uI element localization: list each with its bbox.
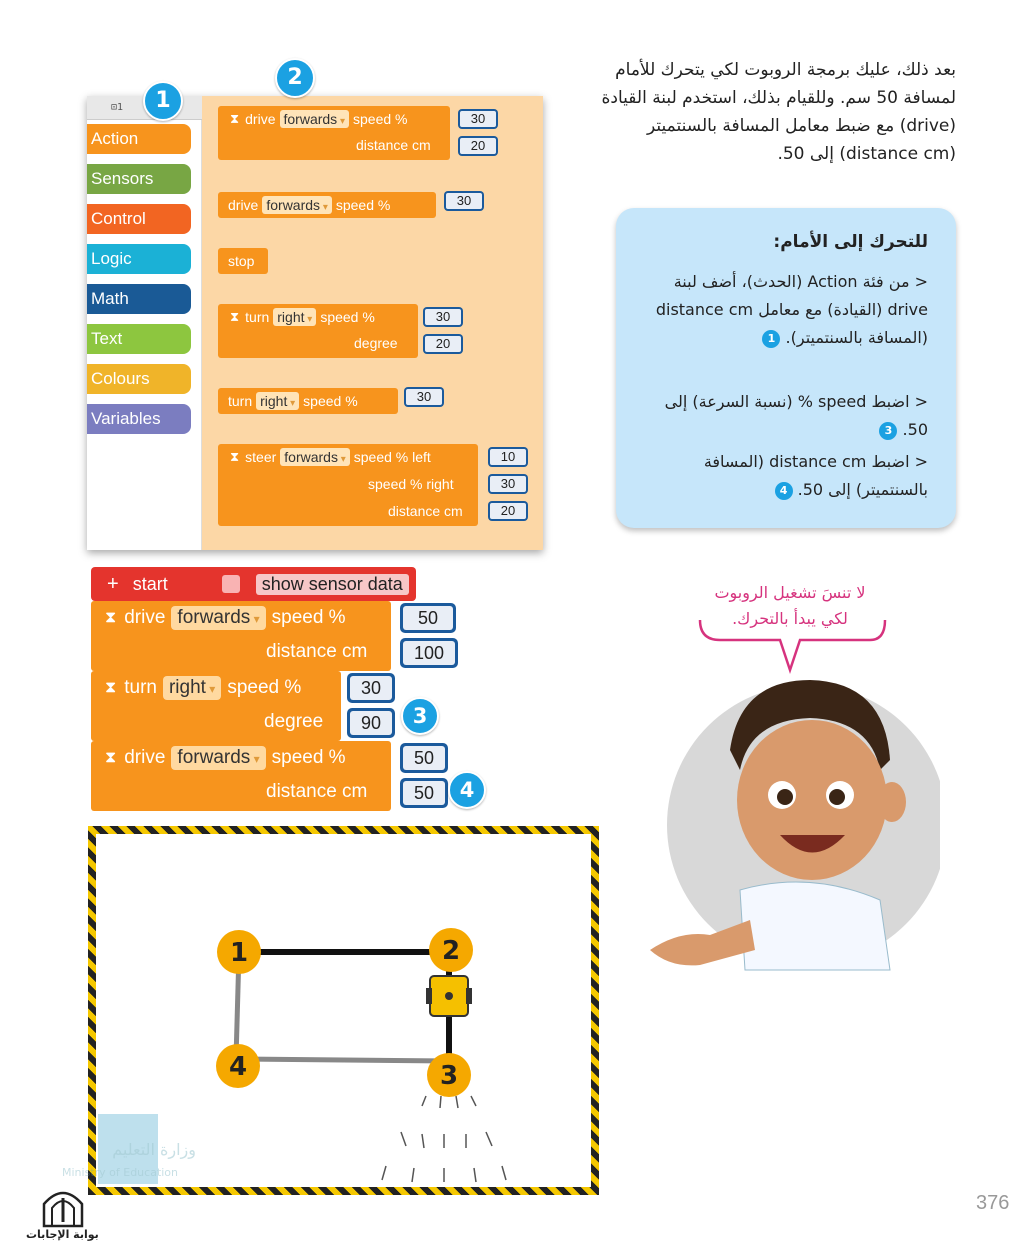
drive-block-1[interactable] [91, 601, 445, 671]
tip-item-3: < اضبط distance cm (المسافة بالسنتميتر) إلى 50. 4 [703, 452, 928, 499]
distance-input[interactable]: 20 [488, 501, 528, 521]
start-label: start [132, 573, 168, 594]
speed-input[interactable]: 30 [444, 191, 484, 211]
drive-block-2[interactable] [91, 741, 435, 811]
speed-label: speed % [303, 393, 358, 409]
right-speed-input[interactable]: 30 [488, 474, 528, 494]
category-action[interactable]: Action [87, 124, 191, 154]
sensor-label: show sensor data [256, 574, 409, 595]
speed-input[interactable]: 30 [458, 109, 498, 129]
direction-dropdown[interactable]: forwards ▾ [262, 196, 332, 214]
speed-input[interactable]: 30 [347, 673, 395, 703]
ear-icon [878, 782, 906, 822]
drive-distance-block[interactable] [218, 106, 486, 160]
left-speed-input[interactable]: 10 [488, 447, 528, 467]
direction-dropdown[interactable]: forwards ▾ [280, 110, 350, 128]
degree-input[interactable]: 20 [423, 334, 463, 354]
speed-label: speed % [320, 309, 375, 325]
hourglass-icon: ⧗ [105, 749, 117, 766]
distance-label: distance cm [356, 137, 431, 153]
direction-dropdown[interactable]: forwards ▾ [171, 606, 265, 630]
block-flyout [202, 96, 543, 550]
callout-2: 2 [275, 58, 315, 98]
block-verb: drive [245, 111, 276, 127]
steer-block[interactable] [218, 444, 516, 526]
degree-input[interactable]: 90 [347, 708, 395, 738]
category-math[interactable]: Math [87, 284, 191, 314]
hourglass-icon: ⧗ [105, 609, 117, 626]
degree-label: degree [264, 711, 324, 732]
direction-dropdown[interactable]: right ▾ [256, 392, 299, 410]
category-colours[interactable]: Colours [87, 364, 191, 394]
tip-title: للتحرك إلى الأمام: [773, 232, 928, 252]
category-sensors[interactable]: Sensors [87, 164, 191, 194]
hourglass-icon: ⧗ [230, 111, 240, 126]
hourglass-icon: ⧗ [230, 449, 240, 464]
svg-text:4: 4 [228, 1052, 248, 1082]
speed-input[interactable]: 30 [423, 307, 463, 327]
category-control[interactable]: Control [87, 204, 191, 234]
callout-4: 4 [448, 771, 486, 809]
category-list [87, 96, 202, 550]
tip-item-2: < اضبط speed % (نسبة السرعة) إلى 50. 3 [664, 392, 928, 439]
drive-block[interactable] [218, 192, 472, 218]
turn-degree-block[interactable] [218, 304, 451, 358]
ministry-watermark [62, 1080, 196, 1180]
intro-paragraph: بعد ذلك، عليك برمجة الروبوت لكي يتحرك للأمام لمسافة 50 سم. وللقيام بذلك، استخدم لبنة القيادة (drive) مع ضبط معامل المسافة بالسنتميتر (distance cm) إلى 50. [601, 60, 956, 164]
direction-dropdown[interactable]: right ▾ [273, 308, 316, 326]
turn-block[interactable] [91, 671, 382, 741]
point-4 [216, 1044, 260, 1088]
speed-label: speed % [271, 607, 346, 628]
speed-input[interactable]: 30 [404, 387, 444, 407]
svg-text:1: 1 [229, 938, 249, 968]
speed-label: speed % [227, 677, 302, 698]
plus-icon: + [107, 572, 119, 595]
point-1 [217, 930, 261, 974]
callout-3: 3 [401, 697, 439, 735]
block-verb: drive [228, 197, 259, 213]
marker-1-icon: 1 [762, 330, 780, 348]
category-text[interactable]: Text [87, 324, 191, 354]
direction-dropdown[interactable]: right ▾ [163, 676, 221, 700]
hourglass-icon: ⧗ [105, 679, 117, 696]
path-segment-4-3 [236, 1059, 449, 1061]
site-logo-icon [40, 1186, 86, 1228]
speech-text: لا تنسَ تشغيل الروبوت لكي يبدأ بالتحرك. [714, 583, 866, 628]
face-icon [737, 720, 887, 880]
speed-label: speed % [353, 111, 408, 127]
start-block[interactable] [91, 567, 416, 601]
marker-3-icon: 3 [879, 422, 897, 440]
speed-input[interactable]: 50 [400, 603, 456, 633]
palette-corner-label: ⊡1 [87, 96, 202, 120]
block-verb: turn [245, 309, 270, 325]
checkbox-icon[interactable] [222, 575, 240, 593]
block-verb: drive [124, 747, 166, 768]
hand-icon [650, 920, 755, 965]
turn-block[interactable] [218, 388, 432, 414]
distance-label: distance cm [388, 503, 463, 519]
speed-input[interactable]: 50 [400, 743, 448, 773]
category-variables[interactable]: Variables [87, 404, 191, 434]
stop-block[interactable] [218, 248, 268, 274]
svg-text:3: 3 [439, 1061, 459, 1091]
page-number: 376 [976, 1192, 1010, 1214]
marker-4-icon: 4 [775, 482, 793, 500]
tip-box [616, 208, 956, 528]
distance-input[interactable]: 20 [458, 136, 498, 156]
character-illustration [640, 570, 940, 990]
block-verb: turn [228, 393, 253, 409]
sensor-rays [382, 1096, 506, 1182]
callout-1: 1 [143, 81, 183, 121]
direction-dropdown[interactable]: forwards ▾ [280, 448, 350, 466]
site-name: بوابة الإجابات [26, 1228, 99, 1241]
distance-input[interactable]: 50 [400, 778, 448, 808]
speed-right-label: speed % right [368, 476, 454, 492]
block-verb: steer [245, 449, 277, 465]
degree-label: degree [354, 335, 398, 351]
block-verb: turn [124, 677, 157, 698]
category-logic[interactable]: Logic [87, 244, 191, 274]
distance-label: distance cm [266, 641, 368, 662]
watermark-arabic: وزارة التعليم [112, 1140, 196, 1159]
block-verb: drive [124, 607, 166, 628]
thobe-icon [740, 882, 890, 970]
speech-tail-icon [700, 620, 885, 670]
robot-icon [426, 976, 472, 1016]
distance-input[interactable]: 100 [400, 638, 458, 668]
watermark-english: Ministry of Education [62, 1166, 179, 1179]
point-3 [427, 1053, 471, 1097]
speed-label: speed % [335, 197, 391, 213]
direction-dropdown[interactable]: forwards ▾ [171, 746, 265, 770]
blockly-palette [87, 96, 543, 550]
speed-label: speed % [271, 747, 346, 768]
svg-text:2: 2 [441, 936, 461, 966]
block-verb: stop [228, 253, 255, 269]
tip-item-1: < من فئة Action (الحدث)، أضف لبنة drive (القيادة) مع معامل distance cm (المسافة بالسنتميتر). 1 [655, 272, 928, 347]
distance-label: distance cm [266, 781, 368, 802]
speed-left-label: speed % left [353, 449, 431, 465]
point-2 [429, 928, 473, 972]
hourglass-icon: ⧗ [230, 309, 240, 324]
